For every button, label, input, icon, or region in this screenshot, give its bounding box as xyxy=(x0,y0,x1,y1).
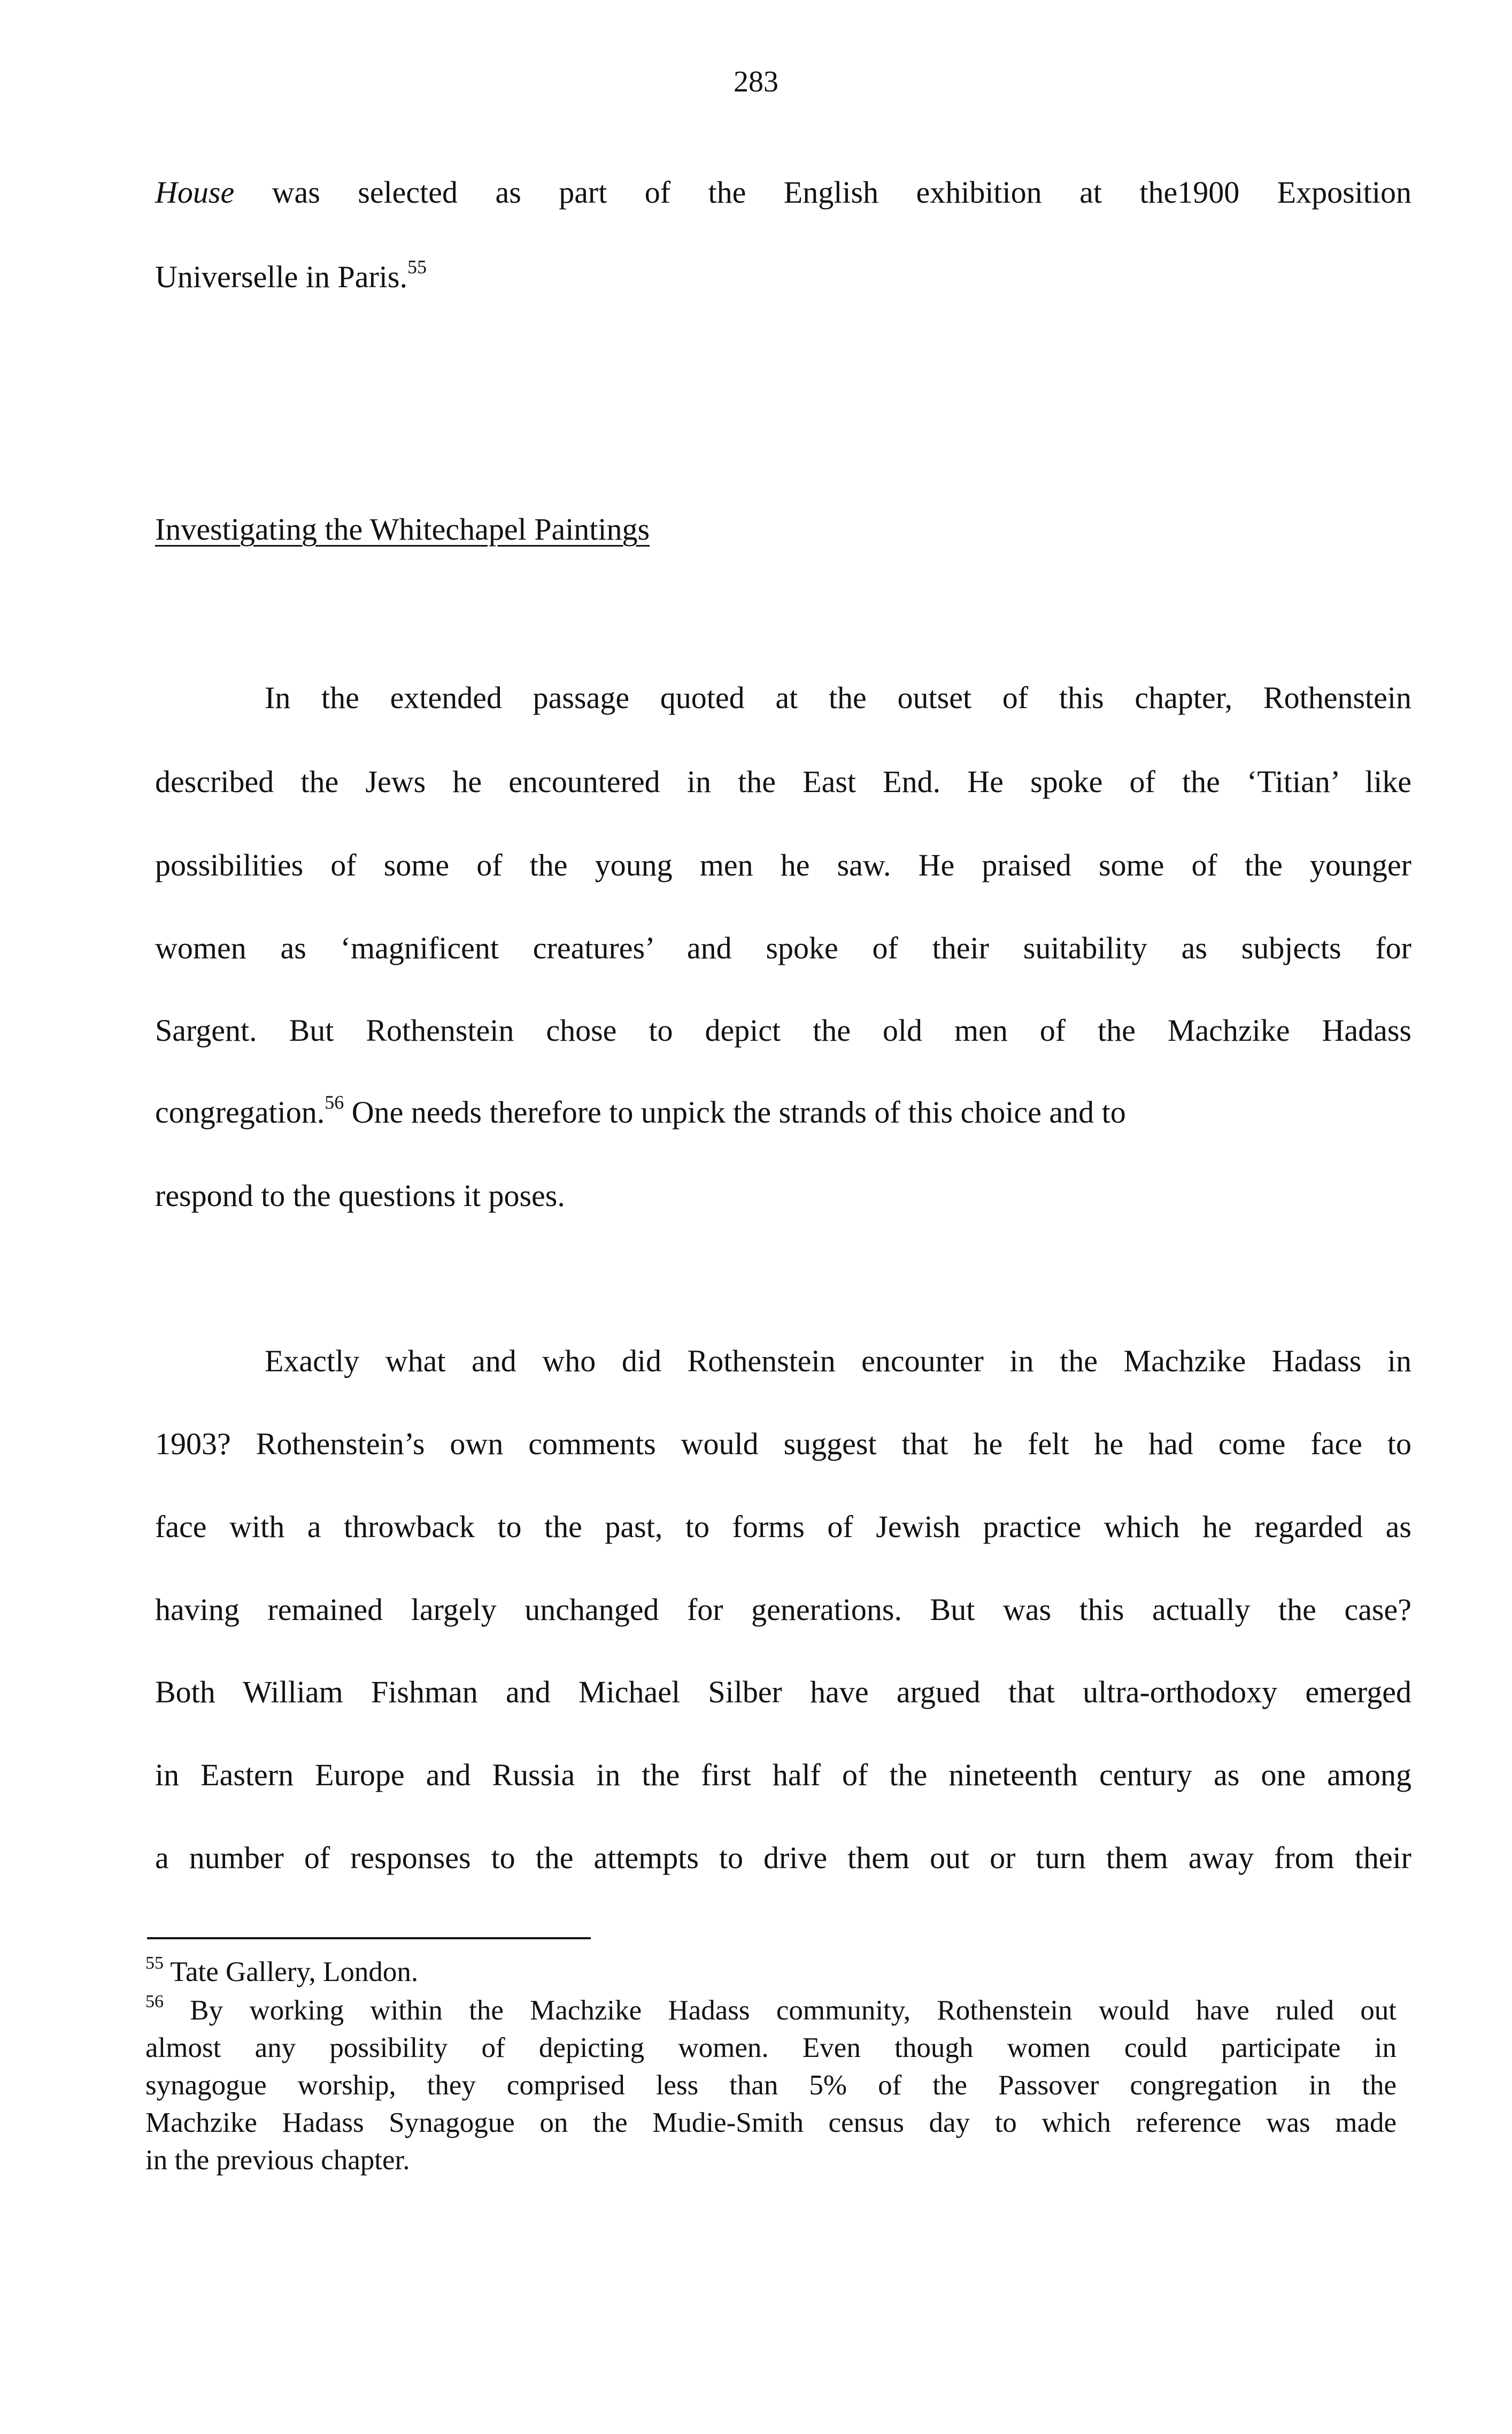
footnote-text: Tate Gallery, London. xyxy=(164,1956,419,1987)
body-line: 1903? Rothenstein’s own comments would suggest that he felt he had come face to xyxy=(155,1426,1411,1461)
footnote-line xyxy=(145,1992,1397,2029)
footnote-line: Machzike Hadass Synagogue on the Mudie-Smith census day to which reference was made xyxy=(145,2107,1397,2138)
footnote-line: in the previous chapter. xyxy=(145,2145,410,2176)
body-text: congregation. xyxy=(155,1095,325,1130)
body-line xyxy=(155,256,1411,298)
body-text: One needs therefore to unpick the strands of this choice and to xyxy=(344,1095,1126,1130)
footnote-text: By working within the Machzike Hadass community, Rothenstein would have ruled out xyxy=(164,1995,1397,2026)
page-number: 283 xyxy=(734,65,778,98)
body-text: was selected as part of the English exhibition at the1900 Exposition xyxy=(234,175,1411,210)
footnote-ref: 56 xyxy=(325,1091,344,1113)
footnote-number: 55 xyxy=(145,1953,164,1974)
body-line: Sargent. But Rothenstein chose to depict the old men of the Machzike Hadass xyxy=(155,1013,1411,1048)
body-line: Exactly what and who did Rothenstein encounter in the Machzike Hadass in xyxy=(265,1343,1411,1378)
footnote-ref: 55 xyxy=(407,256,427,278)
body-line: having remained largely unchanged for generations. But was this actually the case? xyxy=(155,1592,1411,1627)
footnote-line: synagogue worship, they comprised less than 5% of the Passover congregation in the xyxy=(145,2070,1397,2101)
section-heading: Investigating the Whitechapel Paintings xyxy=(155,512,650,547)
body-line: described the Jews he encountered in the East End. He spoke of the ‘Titian’ like xyxy=(155,764,1411,799)
body-line: respond to the questions it poses. xyxy=(155,1178,565,1213)
body-text: Universelle in Paris. xyxy=(155,259,407,294)
body-line: in Eastern Europe and Russia in the first half of the nineteenth century as one among xyxy=(155,1757,1411,1792)
body-line xyxy=(155,171,1411,214)
footnote-number: 56 xyxy=(145,1992,164,2012)
body-line xyxy=(155,1091,1411,1134)
body-line: In the extended passage quoted at the outset of this chapter, Rothenstein xyxy=(265,680,1411,715)
footnote-separator xyxy=(147,1937,591,1939)
body-line: women as ‘magnificent creatures’ and spoke of their suitability as subjects for xyxy=(155,931,1411,965)
footnote-line xyxy=(145,1953,1397,1991)
body-line: possibilities of some of the young men he saw. He praised some of the younger xyxy=(155,848,1411,882)
body-line: face with a throwback to the past, to forms of Jewish practice which he regarded as xyxy=(155,1509,1411,1544)
body-line: a number of responses to the attempts to drive them out or turn them away from their xyxy=(155,1840,1411,1875)
footnote-line: almost any possibility of depicting women. Even though women could participate in xyxy=(145,2032,1397,2063)
body-line: Both William Fishman and Michael Silber have argued that ultra-orthodoxy emerged xyxy=(155,1675,1411,1709)
italic-title: House xyxy=(155,175,235,210)
